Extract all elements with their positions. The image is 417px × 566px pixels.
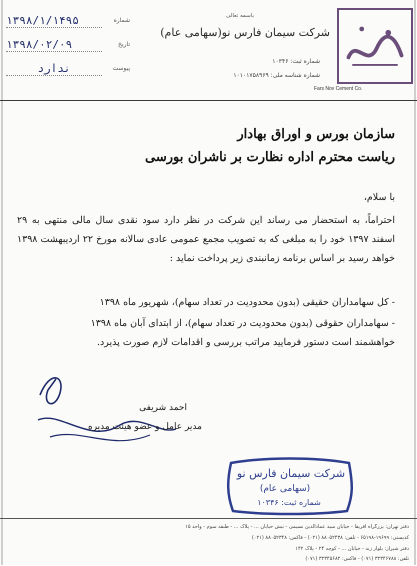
footer-shiraz-contact: تلفن: ۳۲۳۴۶۷۸۸ (۰۷۱) - فاکس: ۳۲۳۴۵۶۸۲ (۰۷۱) (305, 556, 409, 562)
footer-shiraz-address: دفتر شیراز: بلوار زند - خیابان ... - کوچه ۲۴ - پلاک ۱۴۲ (295, 546, 409, 552)
schedule-item-text: سهامداران حقوقی (بدون محدودیت در تعداد سهام)، از ابتدای آبان ماه ۱۳۹۸ (90, 318, 389, 329)
attachment-label: پیوست (112, 65, 130, 72)
logo-english-name: Fars Nov Cement Co. (314, 86, 363, 92)
letter-date-label: تاریخ (118, 41, 130, 48)
letter-footer (0, 518, 417, 566)
header-slogan: باسمه تعالی (226, 13, 254, 19)
logo-emblem-icon (339, 10, 411, 82)
company-name: شرکت سیمان فارس نو(سهامی عام) (160, 26, 330, 39)
registration-number: شماره ثبت: ۱۰۳۴۶ (272, 58, 320, 65)
letter-number-value: ۱۳۹۸/۱/۱۴۹۵ (6, 14, 102, 28)
body-paragraph: احتراماً، به استحضار می رساند این شرکت در نظر دارد سود نقدی سال مالی منتهی به ۲۹ اسفند ۱۳۹۷ خود را به مبلغی که به تصویب مجمع عمومی عادی سالانه مورخ ۲۲ اردیبهشت ۱۳۹۸ خواهد رسید بر اساس برنامه زمانبندی زیر پرداخت نماید : (17, 215, 395, 264)
letterhead (0, 0, 417, 101)
company-logo (337, 8, 413, 84)
footer-tehran-address: دفتر تهران: بزرگراه آفریقا - خیابان سید عمادالدین نسیمی - نبش خیابان ... - پلاک ... - طبقه سوم - واحد ۱۵ (185, 524, 409, 530)
company-stamp (225, 455, 355, 517)
attachment-row (6, 62, 130, 78)
addressee-department: ریاست محترم اداره نظارت بر ناشران بورسی (145, 150, 395, 165)
letter-number-row (6, 14, 130, 30)
signatory-title: مدیر عامل و عضو هیئت مدیره (88, 422, 202, 432)
footer-tehran-contact: کدپستی: ۱۹۶۹۹-۶۵۱۹۸ - تلفن: ۸۸۰۵۲۴۳۸ (۰۲۱) - فاکس: ۸۸۰۵۲۳۴۸ (۰۲۱) (251, 535, 409, 541)
letter-date-value: ۱۳۹۸/۰۲/۰۹ (6, 38, 102, 52)
schedule-item: - سهامداران حقوقی (بدون محدودیت در تعداد سهام)، از ابتدای آبان ماه ۱۳۹۸ (90, 318, 395, 329)
attachment-value: ندارد (6, 62, 102, 76)
closing-sentence: خواهشمند است دستور فرمایید مراتب بررسی و اقدامات لازم صورت پذیرد. (97, 337, 395, 348)
greeting: با سلام، (363, 192, 395, 203)
schedule-item: - کل سهامداران حقیقی (بدون محدودیت در تعداد سهام)، شهریور ماه ۱۳۹۸ (99, 297, 395, 308)
national-id: شماره شناسه ملی: ۱۰۱۰۱۷۵۸۹۶۹ (233, 72, 320, 79)
letter-date-row (6, 38, 130, 54)
signatory-name: احمد شریفی (139, 403, 187, 413)
stamp-line-1: شرکت سیمان فارس نو (236, 467, 346, 480)
stamp-line-3: شماره ثبت: ۱۰۳۴۶ (257, 498, 321, 507)
addressee-organization: سازمان بورس و اوراق بهادار (237, 127, 395, 142)
letter-number-label: شماره (113, 17, 130, 24)
schedule-item-text: کل سهامداران حقیقی (بدون محدودیت در تعداد سهام)، شهریور ماه ۱۳۹۸ (99, 297, 389, 308)
stamp-line-2: (سهامی عام) (259, 484, 311, 494)
